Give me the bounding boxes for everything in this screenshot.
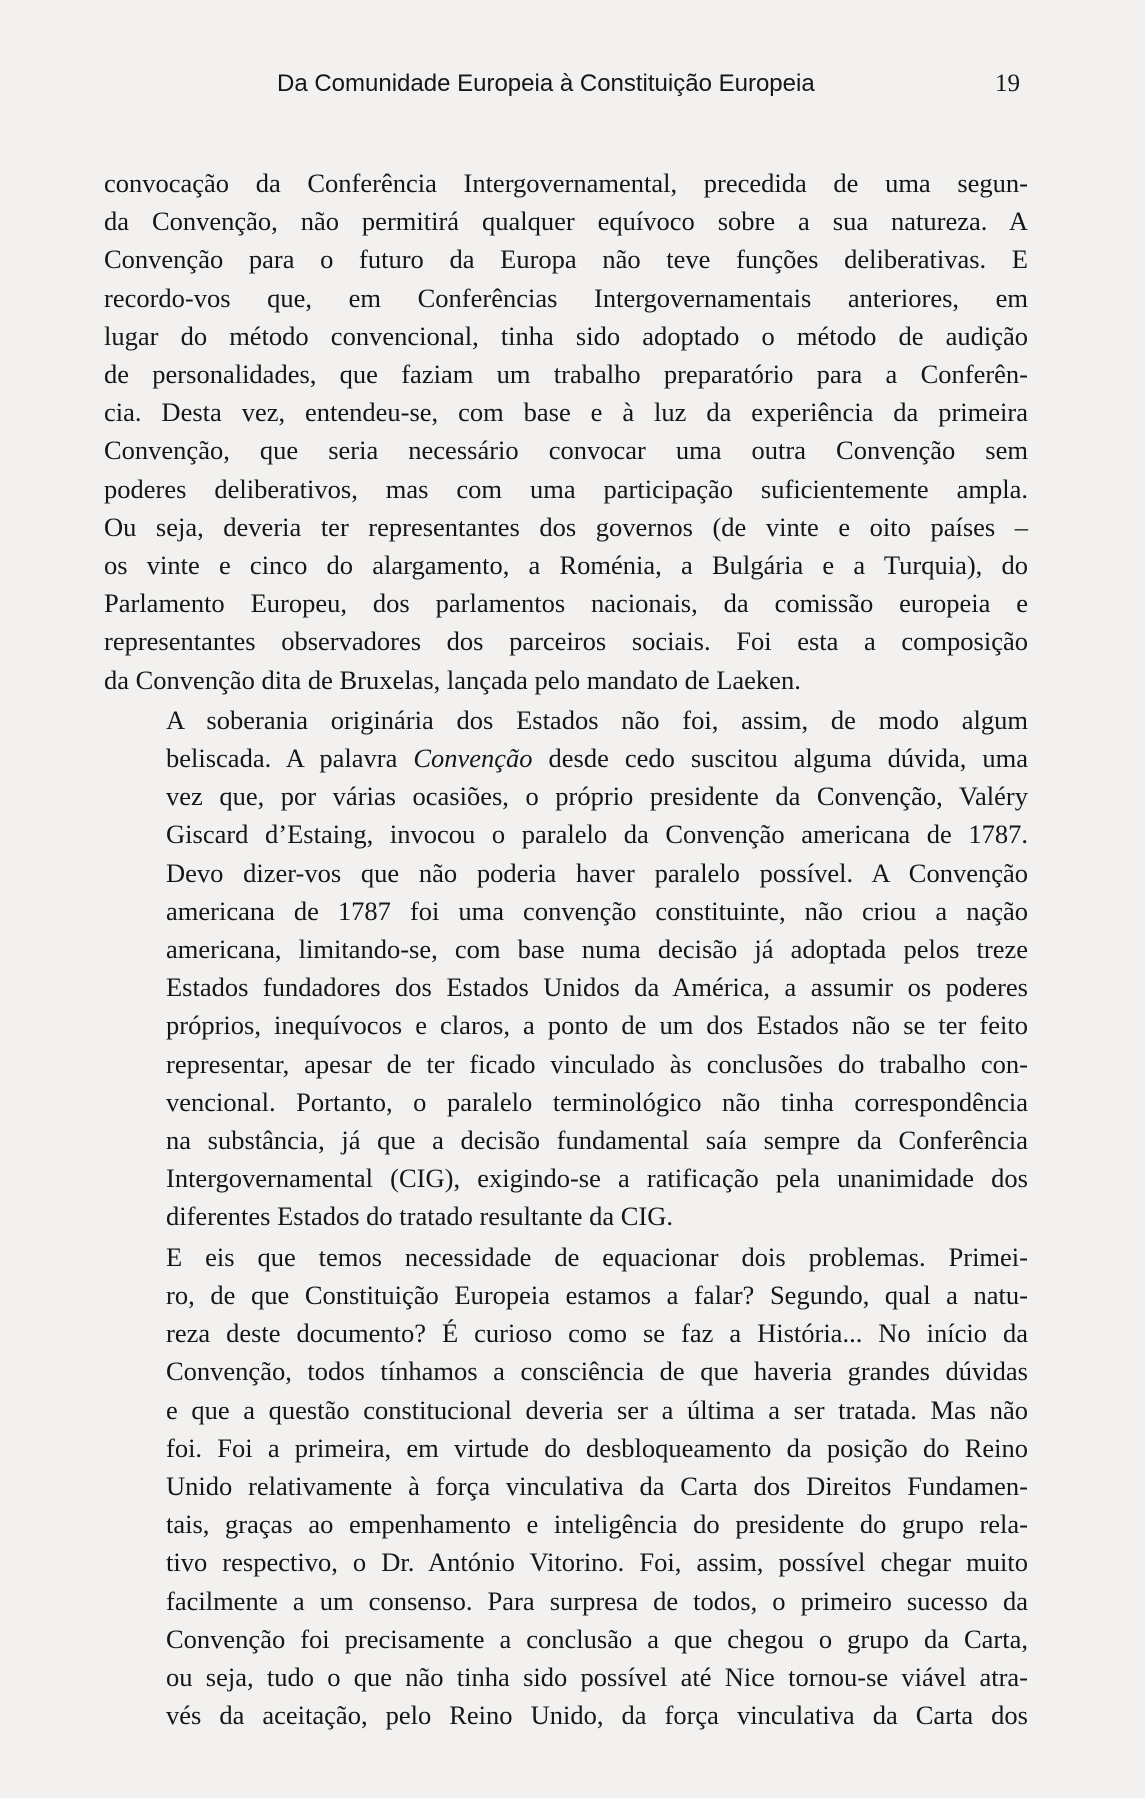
text-line: Intergovernamental (CIG), exigindo-se a ratificação pela unanimidade dos: [166, 1163, 1028, 1194]
text-line: de personalidades, que faziam um trabalho preparatório para a Conferên-: [104, 359, 1028, 390]
text-line: Parlamento Europeu, dos parlamentos nacionais, da comissão europeia e: [104, 588, 1028, 619]
text-line: americana de 1787 foi uma convenção constituinte, não criou a nação: [166, 895, 1028, 926]
text-line: reza deste documento? É curioso como se faz a História... No início da: [166, 1318, 1028, 1349]
running-header: [104, 64, 1024, 104]
text-line: ro, de que Constituição Europeia estamos a falar? Segundo, qual a natu-: [166, 1279, 1028, 1310]
text-line: lugar do método convencional, tinha sido adoptado o método de audição: [104, 320, 1028, 351]
page-number: 19: [995, 70, 1020, 97]
text-line: tivo respectivo, o Dr. António Vitorino. Foi, assim, possível chegar muito: [166, 1547, 1028, 1578]
text-line: Convenção para o futuro da Europa não teve funções deliberativas. E: [104, 244, 1028, 275]
text-line: representantes observadores dos parceiros sociais. Foi esta a composição: [104, 626, 1028, 657]
text-line: na substância, já que a decisão fundamental saía sempre da Conferência: [166, 1125, 1028, 1156]
text-line: Ou seja, deveria ter representantes dos governos (de vinte e oito países –: [104, 511, 1028, 542]
text-line: vez que, por várias ocasiões, o próprio presidente da Convenção, Valéry: [166, 781, 1028, 812]
text-line: Unido relativamente à força vinculativa da Carta dos Direitos Fundamen-: [166, 1470, 1028, 1501]
text-line: convocação da Conferência Intergovernamental, precedida de uma segun-: [104, 168, 1028, 198]
text-line: ou seja, tudo o que não tinha sido possível até Nice tornou-se viável atra-: [166, 1661, 1028, 1692]
text-line: poderes deliberativos, mas com uma participação suficientemente ampla.: [104, 473, 1028, 504]
text-line: vés da aceitação, pelo Reino Unido, da força vinculativa da Carta dos: [166, 1700, 1028, 1731]
text-line-with-italic: [104, 739, 1028, 777]
text-line: facilmente a um consenso. Para surpresa de todos, o primeiro sucesso da: [166, 1585, 1028, 1616]
text-line: diferentes Estados do tratado resultante da CIG.: [166, 1201, 674, 1232]
text-run: beliscada. A palavra: [166, 743, 414, 774]
text-line: Giscard d’Estaing, invocou o paralelo da Convenção americana de 1787.: [166, 819, 1028, 850]
text-line: E eis que temos necessidade de equacionar dois problemas. Primei-: [166, 1241, 1028, 1272]
text-line: da Convenção, não permitirá qualquer equívoco sobre a sua natureza. A: [104, 206, 1028, 237]
text-line: Convenção foi precisamente a conclusão a que chegou o grupo da Carta,: [166, 1623, 1028, 1654]
text-line: representar, apesar de ter ficado vinculado às conclusões do trabalho con-: [166, 1048, 1028, 1079]
text-line: Estados fundadores dos Estados Unidos da América, a assumir os poderes: [166, 972, 1028, 1003]
body-text: [104, 164, 1028, 1736]
text-line: próprios, inequívocos e claros, a ponto de um dos Estados não se ter feito: [166, 1010, 1028, 1041]
text-line: da Convenção dita de Bruxelas, lançada pelo mandato de Laeken.: [104, 664, 801, 695]
text-line: os vinte e cinco do alargamento, a Roménia, a Bulgária e a Turquia), do: [104, 550, 1028, 581]
text-line: e que a questão constitucional deveria ser a última a ser tratada. Mas não: [166, 1394, 1028, 1425]
text-line: Devo dizer-vos que não poderia haver paralelo possível. A Convenção: [166, 857, 1028, 888]
running-title: Da Comunidade Europeia à Constituição Europeia: [277, 70, 815, 97]
text-line: vencional. Portanto, o paralelo terminológico não tinha correspondência: [166, 1086, 1028, 1117]
text-run: desde cedo suscitou alguma dúvida, uma: [532, 743, 1028, 774]
paragraph-2: [104, 701, 1028, 1236]
paragraph-1: [104, 164, 1028, 699]
text-line: Convenção, que seria necessário convocar uma outra Convenção sem: [104, 435, 1028, 466]
paragraph-3: [104, 1238, 1028, 1735]
text-line: cia. Desta vez, entendeu-se, com base e à luz da experiência da primeira: [104, 397, 1028, 428]
text-line: tais, graças ao empenhamento e inteligência do presidente do grupo rela-: [166, 1509, 1028, 1540]
italic-term: Convenção: [413, 743, 533, 774]
text-line: recordo-vos que, em Conferências Intergovernamentais anteriores, em: [104, 282, 1028, 313]
text-line: A soberania originária dos Estados não foi, assim, de modo algum: [166, 704, 1028, 735]
text-line: foi. Foi a primeira, em virtude do desbloqueamento da posição do Reino: [166, 1432, 1028, 1463]
text-line: Convenção, todos tínhamos a consciência de que haveria grandes dúvidas: [166, 1356, 1028, 1387]
text-line: americana, limitando-se, com base numa decisão já adoptada pelos treze: [166, 934, 1028, 965]
